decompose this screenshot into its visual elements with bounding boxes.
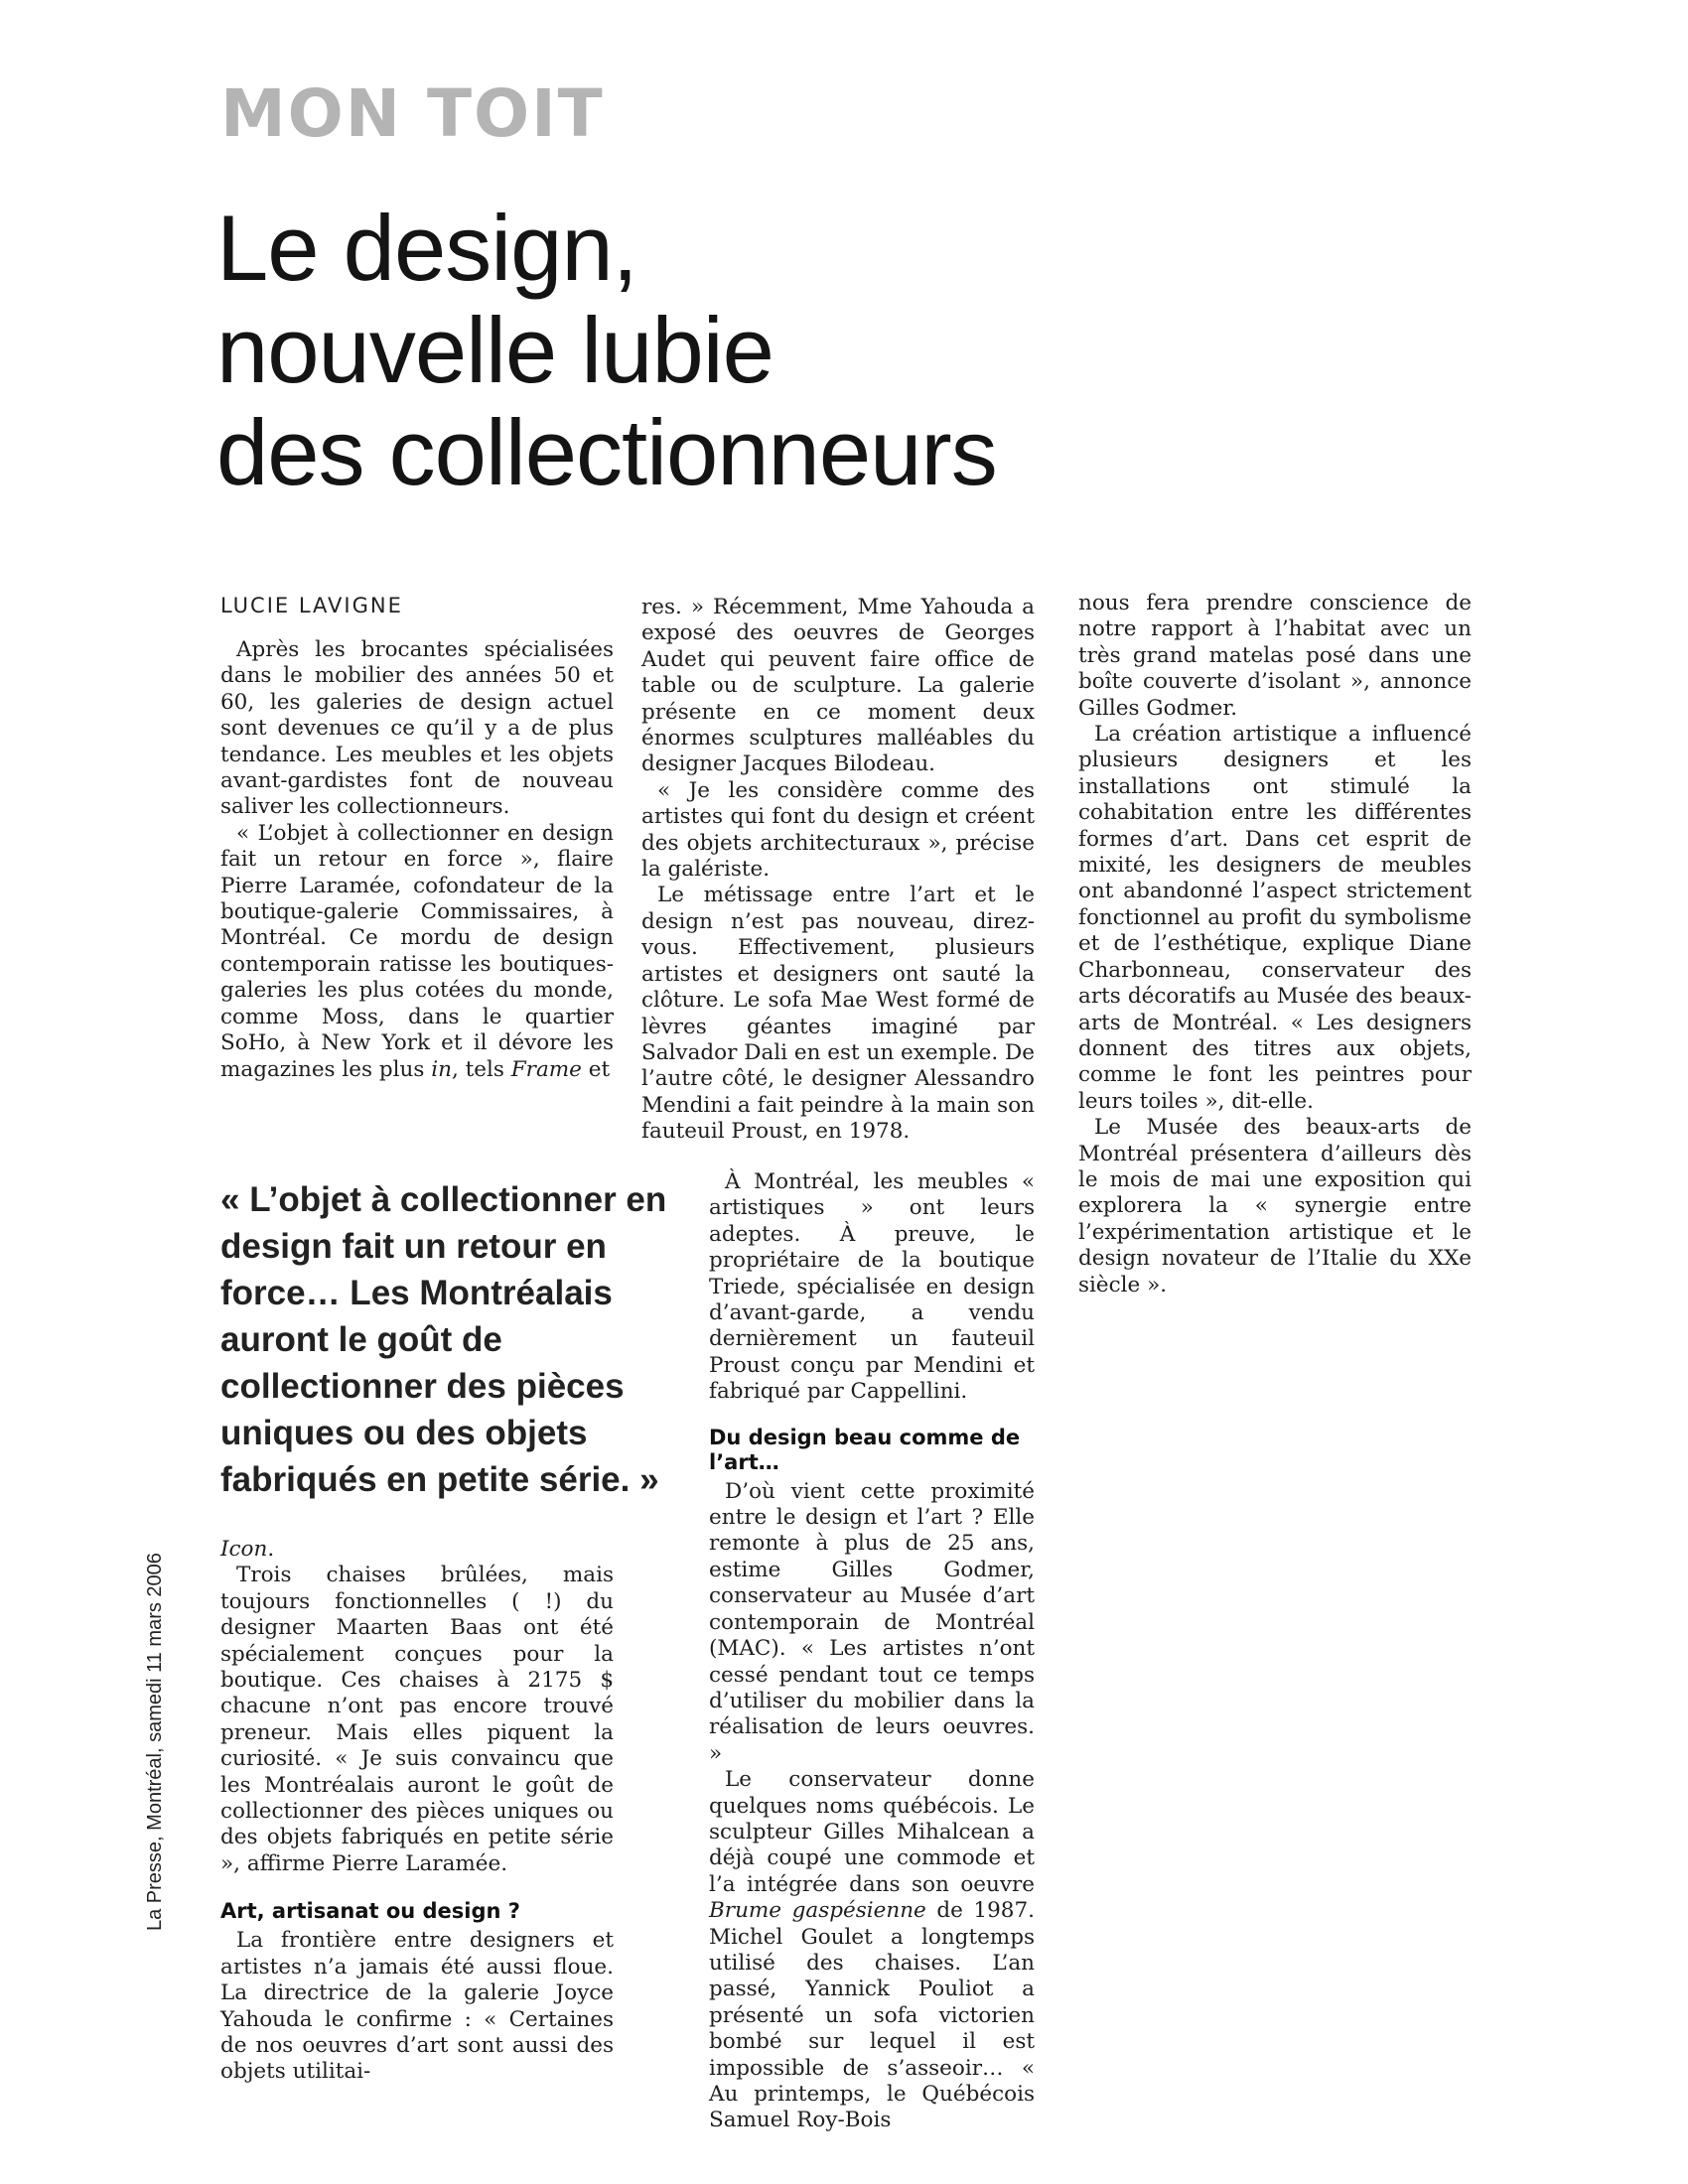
paragraph-text: , tels <box>451 1056 511 1082</box>
paragraph <box>220 1537 614 1563</box>
byline: LUCIE LAVIGNE <box>220 594 403 617</box>
column-1-top <box>220 637 614 1083</box>
source-line: La Presse, Montréal, samedi 11 mars 2006 <box>144 1553 166 1931</box>
paragraph: Le Musée des beaux-arts de Montréal présentera d’ailleurs dès le mois de mai une exposition qui explorera la « synergie entre l’expérimentation artistique et le design novateur de l’Italie du XXe siècle ». <box>1078 1115 1472 1297</box>
section-head: MON TOIT <box>220 75 605 152</box>
paragraph <box>709 1767 1035 2134</box>
paragraph-text: de 1987. Michel Goulet a longtemps utilisé des chaises. L’an passé, Yannick Pouliot a présenté un sofa victorien bombé sur lequel il est impossible de s’asseoir… « Au printemps, le Québécois Samuel Roy-Bois <box>709 1898 1035 2133</box>
column-2-top <box>641 595 1035 1146</box>
paragraph: « Je les considère comme des artistes qui font du design et créent des objets architecturaux », précise la galériste. <box>641 777 1035 883</box>
paragraph: La frontière entre designers et artistes n’a jamais été aussi floue. La directrice de la galerie Joyce Yahouda le confirme : « Certaines de nos oeuvres d’art sont aussi des objets utilitai- <box>220 1928 614 2085</box>
paragraph-text: « L’objet à collectionner en design fait un retour en force », flaire Pierre Laramée, cofondateur de la boutique-galerie Commissaires, à Montréal. Ce mordu de design contemporain ratisse les boutiques-galeries les plus cotées du monde, comme Moss, dans le quartier SoHo, à New York et il dévore les magazines les plus <box>220 820 614 1082</box>
paragraph: nous fera prendre conscience de notre rapport à l’habitat avec un très grand matelas posé dans une boîte couverte d’isolant », annonce Gilles Godmer. <box>1078 591 1472 721</box>
column-1-bottom <box>220 1537 614 2086</box>
column-2-bottom <box>709 1169 1035 2134</box>
headline-line-3: des collectionneurs <box>216 400 997 504</box>
paragraph: La création artistique a influencé plusieurs designers et les installations ont stimulé la cohabitation entre les différentes formes d’art. Dans cet esprit de mixité, les designers de meubles ont abandonné l’aspect strictement fonctionnel au profit du symbolisme et de l’esthétique, explique Diane Charbonneau, conservateur des arts décoratifs au Musée des beaux-arts de Montréal. « Les designers donnent des titres aux objets, comme le font les peintres pour leurs toiles », dit-elle. <box>1078 722 1472 1114</box>
subhead-design: Du design beau comme de l’art… <box>709 1425 1021 1474</box>
paragraph <box>220 821 614 1083</box>
paragraph-em: Brume gaspésienne <box>709 1898 926 1924</box>
paragraph: À Montréal, les meubles « artistiques » ont leurs adeptes. À preuve, le propriétaire de la boutique Triede, spécialisée en design d’avant-garde, a vendu dernièrement un fauteuil Proust conçu par Mendini et fabriqué par Cappellini. <box>709 1169 1035 1405</box>
headline <box>216 197 1209 503</box>
paragraph-text: et <box>581 1056 611 1082</box>
headline-line-1: Le design, <box>216 196 637 300</box>
paragraph: Le métissage entre l’art et le design n’est pas nouveau, direz-vous. Effectivement, plusieurs artistes et designers ont sauté la clôture. Le sofa Mae West formé de lèvres géantes imaginé par Salvador Dali en est un exemple. De l’autre côté, le designer Alessandro Mendini a fait peindre à la main son fauteuil Proust, en 1978. <box>641 883 1035 1145</box>
paragraph-em: Icon <box>220 1537 268 1562</box>
column-3 <box>1078 591 1472 1298</box>
pull-quote: « L’objet à collectionner en design fait un retour en force… Les Montréalais auront le goût de collectionner des pièces uniques ou des objets fabriqués en petite série. » <box>220 1180 667 1499</box>
paragraph-text: . <box>267 1537 275 1562</box>
paragraph-text: Le conservateur donne quelques noms québécois. Le sculpteur Gilles Mihalcean a déjà coupé une commode et l’a intégrée dans son oeuvre <box>709 1767 1035 1897</box>
subhead-art: Art, artisanat ou design ? <box>220 1899 520 1924</box>
paragraph: Trois chaises brûlées, mais toujours fonctionnelles ( !) du designer Maarten Baas ont été spécialement conçues pour la boutique. Ces chaises à 2175 $ chacune n’ont pas encore trouvé preneur. Mais elles piquent la curiosité. « Je suis convaincu que les Montréalais auront le goût de collectionner des pièces uniques ou des objets fabriqués en petite série », affirme Pierre Laramée. <box>220 1563 614 1876</box>
paragraph-em: Frame <box>510 1056 582 1082</box>
paragraph: res. » Récemment, Mme Yahouda a exposé des oeuvres de Georges Audet qui peuvent faire office de table ou de sculpture. La galerie présente en ce moment deux énormes sculptures malléables du designer Jacques Bilodeau. <box>641 595 1035 777</box>
paragraph: D’où vient cette proximité entre le design et l’art ? Elle remonte à plus de 25 ans, estime Gilles Godmer, conservateur au Musée d’art contemporain de Montréal (MAC). « Les artistes n’ont cessé pendant tout ce temps d’utiliser du mobilier dans la réalisation de leurs oeuvres. » <box>709 1478 1035 1766</box>
headline-line-2: nouvelle lubie <box>216 298 774 402</box>
paragraph: Après les brocantes spécialisées dans le mobilier des années 50 et 60, les galeries de design actuel sont devenues ce qu’il y a de plus tendance. Les meubles et les objets avant-gardistes font de nouveau saliver les collectionneurs. <box>220 637 614 820</box>
paragraph-em: in <box>431 1056 452 1082</box>
